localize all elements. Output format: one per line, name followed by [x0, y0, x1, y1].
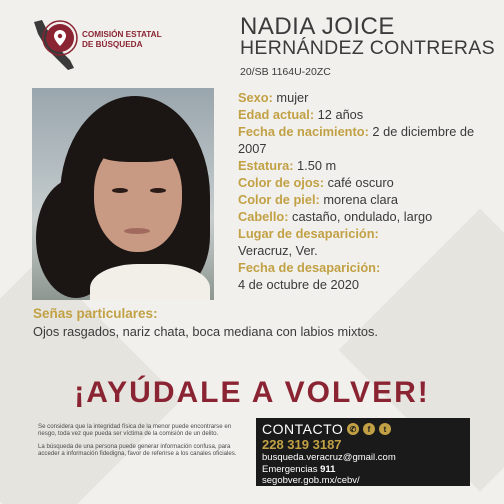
- veracruz-map-pin-icon: [30, 16, 80, 72]
- contact-phone[interactable]: 228 319 3187: [262, 437, 342, 452]
- detail-label: Color de piel:: [238, 192, 320, 207]
- emergencias-label: Emergencias: [262, 463, 318, 475]
- detail-value: 2 de diciembre de 2007: [238, 124, 475, 156]
- detail-value: 12 años: [317, 107, 364, 122]
- detail-lugar-value: Veracruz, Ver.: [238, 243, 318, 258]
- detail-sexo: [238, 89, 500, 106]
- photo-shirt: [90, 264, 210, 300]
- disclaimer-paragraph-1: Se considera que la integridad física de la menor puede encontrarse en riesgo, toda vez que pueda ser víctima de la comisión de un delito.: [38, 423, 232, 438]
- detail-value: castaño, ondulado, largo: [292, 209, 433, 224]
- twitter-icon[interactable]: t: [379, 423, 391, 435]
- photo-eye-left: [112, 188, 128, 193]
- person-photo: [32, 88, 214, 300]
- contact-title: CONTACTO: [262, 421, 344, 437]
- whatsapp-icon[interactable]: ✆: [347, 423, 359, 435]
- detail-value: morena clara: [323, 192, 399, 207]
- detail-lugar-label: [238, 225, 500, 242]
- contact-email[interactable]: busqueda.veracruz@gmail.com: [262, 452, 396, 463]
- emergencias-number[interactable]: 911: [320, 463, 336, 475]
- person-last-name: HERNÁNDEZ CONTRERAS: [240, 37, 495, 59]
- detail-fecha-label: [238, 259, 500, 276]
- logo-line-2: DE BÚSQUEDA: [82, 40, 143, 49]
- detail-value: café oscuro: [327, 175, 394, 190]
- contact-title-row: [262, 421, 464, 437]
- detail-label: Estatura:: [238, 158, 294, 173]
- disclaimer-paragraph-2: La búsqueda de una persona puede generar información confusa, para acceder a información fidedigna, favor de referirse a los canales oficiales.: [38, 442, 237, 458]
- detail-label: Edad actual:: [238, 107, 315, 122]
- contact-box: [256, 418, 470, 486]
- detail-value: 1.50 m: [297, 158, 337, 173]
- detail-estatura: [238, 157, 500, 174]
- senas-title: Señas particulares:: [33, 306, 158, 321]
- photo-eye-right: [150, 188, 166, 193]
- detail-piel: [238, 191, 500, 208]
- case-id: 20/SB 1164U-20ZC: [240, 66, 331, 78]
- logo-text: [82, 30, 182, 50]
- senas-text: Ojos rasgados, nariz chata, boca mediana con labios mixtos.: [33, 324, 378, 339]
- detail-label: Cabello:: [238, 209, 289, 224]
- person-first-name: NADIA JOICE: [240, 13, 395, 40]
- detail-label: Lugar de desaparición:: [238, 226, 379, 241]
- detail-cabello: [238, 208, 500, 225]
- logo-line-1: COMISIÓN ESTATAL: [82, 30, 162, 39]
- logo-comision-busqueda: [30, 16, 180, 72]
- detail-nacimiento: [238, 123, 500, 157]
- detail-label: Fecha de desaparición:: [238, 260, 381, 275]
- detail-label: Sexo:: [238, 90, 273, 105]
- photo-bangs: [88, 118, 188, 162]
- contact-web[interactable]: segobver.gob.mx/cebv/: [262, 475, 360, 486]
- detail-label: Color de ojos:: [238, 175, 325, 190]
- details-list: [238, 89, 500, 293]
- detail-fecha-value: 4 de octubre de 2020: [238, 277, 359, 292]
- detail-edad: [238, 106, 500, 123]
- detail-label: Fecha de nacimiento:: [238, 124, 369, 139]
- detail-ojos: [238, 174, 500, 191]
- disclaimer: [38, 423, 248, 463]
- contact-emergencias: [262, 464, 464, 476]
- detail-value: mujer: [276, 90, 309, 105]
- slogan: ¡AYÚDALE A VOLVER!: [74, 376, 430, 409]
- photo-mouth: [124, 228, 150, 234]
- facebook-icon[interactable]: f: [363, 423, 375, 435]
